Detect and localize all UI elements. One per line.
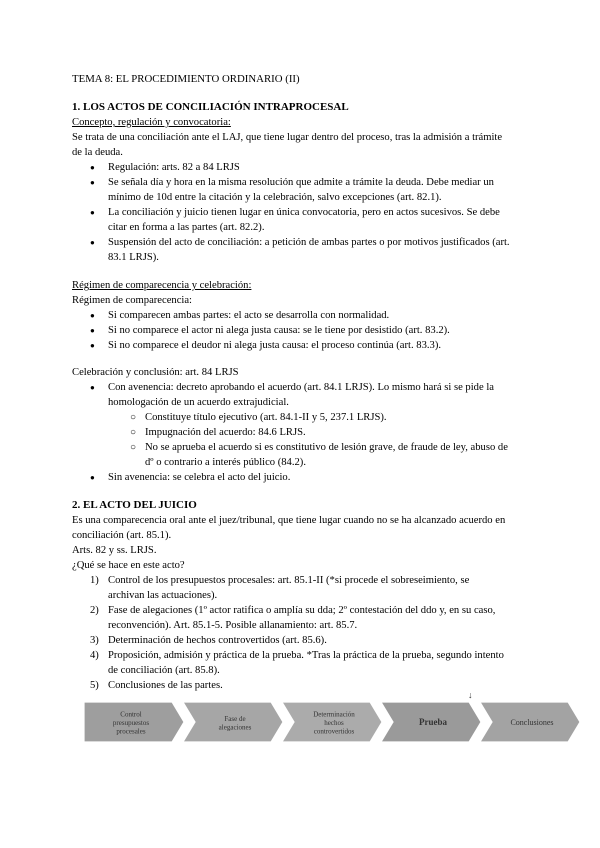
bullet-icon: ●: [90, 383, 95, 392]
regimen-label: Régimen de comparecencia:: [72, 295, 193, 306]
flow-step-label: alegaciones: [218, 723, 252, 732]
bullet-text: Regulación: arts. 82 a 84 LRJS: [108, 162, 240, 173]
celebracion-label: Celebración y conclusión: art. 84 LRJS: [72, 367, 239, 378]
flow-step-label: Fase de: [224, 714, 246, 723]
subheading-regimen: Régimen de comparecencia y celebración:: [72, 280, 252, 291]
step-text: archivan las actuaciones).: [108, 590, 218, 601]
bullet-icon: ●: [90, 473, 95, 482]
bullet-icon: ●: [90, 311, 95, 320]
flow-arrow-down-icon: ↓: [468, 690, 473, 700]
bullet-text: Se señala día y hora en la misma resolución que admite a trámite la deuda. Debe mediar un: [108, 177, 494, 188]
step-number: 3): [90, 635, 99, 646]
flow-step-label: hechos: [324, 719, 344, 727]
bullet-icon: ●: [90, 341, 95, 350]
flow-step-label: Control: [120, 710, 142, 719]
juicio-arts: Arts. 82 y ss. LRJS.: [72, 545, 157, 556]
step-number: 4): [90, 650, 99, 661]
sub-bullet-text: No se aprueba el acuerdo si es constitutivo de lesión grave, de fraude de ley, abuso de: [145, 442, 508, 453]
step-number: 5): [90, 680, 99, 691]
bullet-text: homologación de un acuerdo extrajudicial.: [108, 397, 289, 408]
intro-line-2: de la deuda.: [72, 147, 123, 158]
juicio-intro-1: Es una comparecencia oral ante el juez/tribunal, que tiene lugar cuando no se ha alcanzado acuerdo en: [72, 515, 506, 526]
step-text: Control de los presupuestos procesales: art. 85.1-II (*si procede el sobreseimiento, se: [108, 575, 470, 586]
intro-line-1: Se trata de una conciliación ante el LAJ, que tiene lugar dentro del proceso, tras la admisión a trámite: [72, 132, 503, 143]
subheading-concepto: Concepto, regulación y convocatoria:: [72, 117, 231, 128]
step-text: Fase de alegaciones (1º actor ratifica o amplía su dda; 2º contestación del ddo y, en su caso,: [108, 605, 496, 616]
section-1-heading: 1. LOS ACTOS DE CONCILIACIÓN INTRAPROCESAL: [72, 101, 349, 113]
bullet-icon: ●: [90, 163, 95, 172]
step-text: Proposición, admisión y práctica de la prueba. *Tras la práctica de la prueba, segundo intento: [108, 650, 504, 661]
step-number: 1): [90, 575, 99, 586]
step-number: 2): [90, 605, 99, 616]
bullet-icon: ●: [90, 178, 95, 187]
bullet-text: Suspensión del acto de conciliación: a petición de ambas partes o por motivos justificados (art.: [108, 237, 510, 248]
flow-step-label: presupuestos: [112, 719, 150, 727]
sub-bullet-text: dº o contrario a interés público (84.2).: [145, 457, 306, 468]
bullet-text: Si no comparece el deudor ni alega justa causa: el proceso continúa (art. 83.3).: [108, 340, 441, 351]
page-title: TEMA 8: EL PROCEDIMIENTO ORDINARIO (II): [72, 73, 300, 85]
bullet-icon: ●: [90, 326, 95, 335]
bullet-icon: ●: [90, 238, 95, 247]
step-text: Conclusiones de las partes.: [108, 680, 223, 691]
bullet-text: Con avenencia: decreto aprobando el acuerdo (art. 84.1 LRJS). Lo mismo hará si se pide la: [108, 382, 494, 393]
step-text: de conciliación (art. 85.8).: [108, 665, 220, 676]
bullet-text: citar en forma a las partes (art. 82.2).: [108, 222, 265, 233]
flow-step-label: Conclusiones: [510, 718, 554, 727]
bullet-text: 83.1 LRJS).: [108, 252, 159, 263]
sub-bullet-text: Impugnación del acuerdo: 84.6 LRJS.: [145, 427, 306, 438]
sub-bullet-icon: ○: [130, 442, 137, 453]
juicio-question: ¿Qué se hace en este acto?: [72, 560, 185, 571]
step-text: Determinación de hechos controvertidos (art. 85.6).: [108, 635, 327, 646]
flow-step-label: Prueba: [419, 717, 447, 727]
bullet-text: mínimo de 10d entre la citación y la celebración, salvo excepciones (art. 82.1).: [108, 192, 442, 203]
bullet-text: Sin avenencia: se celebra el acto del juicio.: [108, 472, 291, 483]
sub-bullet-icon: ○: [130, 412, 137, 423]
sub-bullet-icon: ○: [130, 427, 137, 438]
bullet-text: La conciliación y juicio tienen lugar en única convocatoria, pero en actos sucesivos. Se debe: [108, 207, 500, 218]
juicio-intro-2: conciliación (art. 85.1).: [72, 530, 172, 541]
sub-bullet-text: Constituye título ejecutivo (art. 84.1-II y 5, 237.1 LRJS).: [145, 412, 387, 423]
bullet-text: Si no comparece el actor ni alega justa causa: se le tiene por desistido (art. 83.2).: [108, 325, 450, 336]
process-flow-diagram: [84, 690, 584, 744]
bullet-text: Si comparecen ambas partes: el acto se desarrolla con normalidad.: [108, 310, 390, 321]
step-text: reconvención). Art. 85.1-5. Posible allanamiento: art. 85.7.: [108, 620, 358, 631]
flow-step-label: controvertidos: [313, 727, 355, 736]
section-2-heading: 2. EL ACTO DEL JUICIO: [72, 499, 197, 511]
bullet-icon: ●: [90, 208, 95, 217]
flow-step-label: procesales: [116, 727, 146, 736]
flow-step-label: Determinación: [313, 710, 355, 719]
